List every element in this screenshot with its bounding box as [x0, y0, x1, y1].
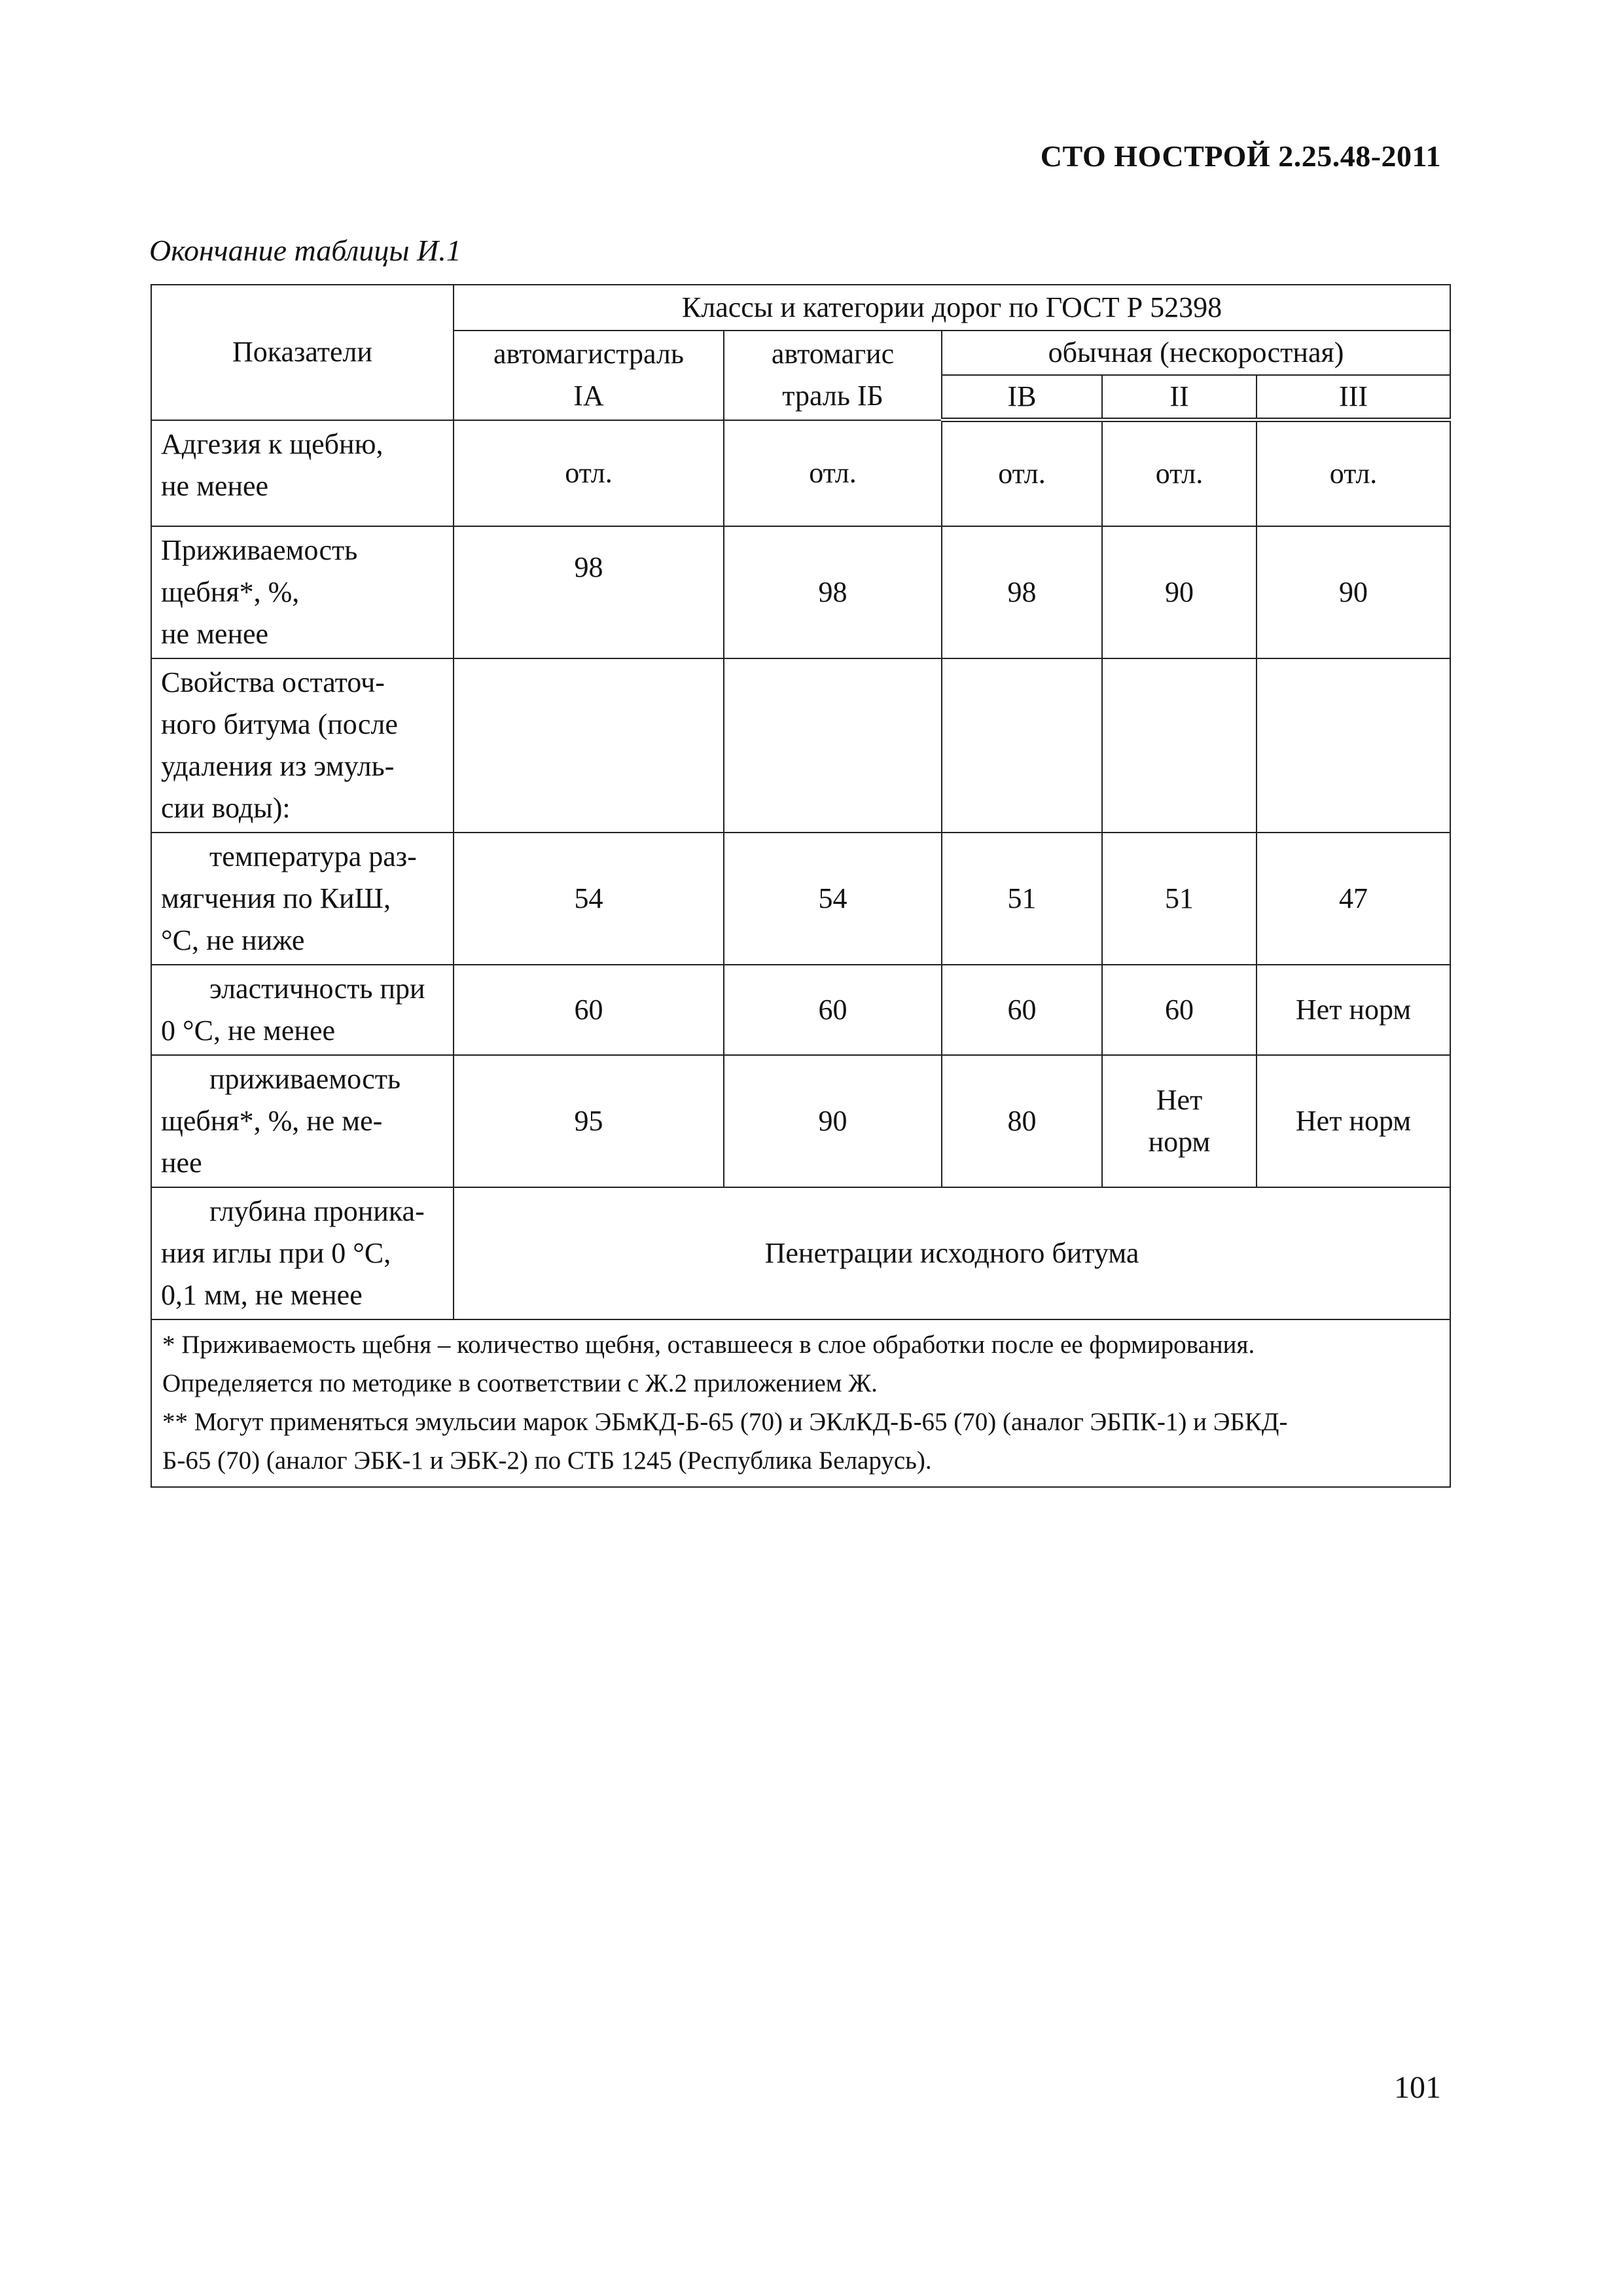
regular-roads-header: обычная (нескоростная)	[942, 331, 1450, 375]
row-label	[151, 658, 454, 833]
table-row	[151, 526, 1450, 658]
footnote-line: * Приживаемость щебня – количество щебня, оставшееся в слое обработки после ее формирования.	[162, 1330, 1255, 1359]
table-row	[151, 658, 1450, 833]
cell-value: 98	[454, 526, 724, 658]
cell-value: 51	[942, 833, 1102, 965]
cell-value	[1102, 1055, 1257, 1187]
row-label	[151, 833, 454, 965]
label-line: 0 °С, не менее	[161, 1014, 335, 1047]
col-header-ib2: IB	[942, 375, 1102, 420]
cell-value: 47	[1257, 833, 1450, 965]
col-header-ia	[454, 331, 724, 420]
cell-value: 95	[454, 1055, 724, 1187]
cell-value: отл.	[724, 420, 942, 526]
col-header-ib	[724, 331, 942, 420]
row-label	[151, 1055, 454, 1187]
label-line: Адгезия к щебню,	[161, 427, 383, 460]
table-row	[151, 420, 1450, 526]
cell-value	[942, 658, 1102, 833]
cell-value	[724, 658, 942, 833]
label-line: Свойства остаточ-	[161, 666, 385, 698]
row-label	[151, 1187, 454, 1319]
cell-value: 90	[724, 1055, 942, 1187]
cell-value: 51	[1102, 833, 1257, 965]
col-header-ia-line1: автомагистраль	[493, 338, 684, 370]
label-line: не менее	[161, 469, 269, 502]
col-header-ii: II	[1102, 375, 1257, 420]
label-line: удаления из эмуль-	[161, 749, 395, 782]
merged-value-cell: Пенетрации исходного битума	[454, 1187, 1450, 1319]
row-label	[151, 420, 454, 526]
label-line: эластичность при	[209, 972, 425, 1005]
label-line: приживаемость	[209, 1062, 401, 1095]
footnote-line: Б-65 (70) (аналог ЭБК-1 и ЭБК-2) по СТБ 1245 (Республика Беларусь).	[162, 1446, 932, 1475]
cell-value: 60	[1102, 965, 1257, 1055]
cell-value: 60	[942, 965, 1102, 1055]
cell-value: Нет норм	[1257, 1055, 1450, 1187]
col-header-ia-line2: IA	[573, 380, 604, 412]
cell-value-line: норм	[1148, 1125, 1211, 1158]
road-classes-header: Классы и категории дорог по ГОСТ Р 52398	[454, 285, 1450, 331]
label-line: щебня*, %,	[161, 575, 300, 608]
label-line: температура раз-	[209, 840, 417, 872]
col-header-ib-line2: траль IБ	[782, 380, 883, 412]
cell-value: 90	[1102, 526, 1257, 658]
label-line: °С, не ниже	[161, 924, 305, 956]
cell-value: 98	[942, 526, 1102, 658]
cell-value: 98	[724, 526, 942, 658]
footnote-line: Определяется по методике в соответствии с Ж.2 приложением Ж.	[162, 1369, 878, 1397]
cell-value	[1102, 658, 1257, 833]
cell-value: Нет норм	[1257, 965, 1450, 1055]
label-line: мягчения по КиШ,	[161, 882, 391, 914]
indicators-header: Показатели	[151, 285, 454, 420]
label-line: не менее	[161, 617, 269, 650]
cell-value: 90	[1257, 526, 1450, 658]
cell-value: отл.	[454, 420, 724, 526]
header-row-1	[151, 285, 1450, 331]
label-line: 0,1 мм, не менее	[161, 1278, 363, 1311]
label-line: нее	[161, 1146, 202, 1179]
label-line: ния иглы при 0 °С,	[161, 1236, 391, 1269]
cell-value: 60	[724, 965, 942, 1055]
table-row	[151, 833, 1450, 965]
label-line: щебня*, %, не ме-	[161, 1104, 383, 1137]
cell-value: 80	[942, 1055, 1102, 1187]
footnote-line: ** Могут применяться эмульсии марок ЭБмКД-Б-65 (70) и ЭКлКД-Б-65 (70) (аналог ЭБПК-1) и ЭБКД-	[162, 1407, 1288, 1436]
cell-value: 54	[724, 833, 942, 965]
table-row	[151, 1187, 1450, 1319]
cell-value: 54	[454, 833, 724, 965]
requirements-table	[151, 284, 1451, 1488]
row-label	[151, 526, 454, 658]
notes-row	[151, 1319, 1450, 1487]
col-header-ib-line1: автомагис	[771, 338, 895, 370]
table-row	[151, 965, 1450, 1055]
cell-value	[454, 658, 724, 833]
table-caption: Окончание таблицы И.1	[149, 234, 461, 267]
row-label	[151, 965, 454, 1055]
label-line: ного битума (после	[161, 708, 398, 740]
page-number: 101	[1394, 2070, 1441, 2105]
label-line: сии воды):	[161, 791, 291, 824]
cell-value-line: Нет	[1156, 1083, 1203, 1116]
cell-value: отл.	[1257, 420, 1450, 526]
table-footnotes	[151, 1319, 1450, 1487]
col-header-iii: III	[1257, 375, 1450, 420]
cell-value	[1257, 658, 1450, 833]
label-line: глубина проника-	[209, 1194, 425, 1227]
cell-value: отл.	[1102, 420, 1257, 526]
cell-value: 60	[454, 965, 724, 1055]
label-line: Приживаемость	[161, 533, 358, 566]
cell-value: отл.	[942, 420, 1102, 526]
document-code-header: СТО НОСТРОЙ 2.25.48-2011	[1040, 139, 1441, 173]
table-row	[151, 1055, 1450, 1187]
